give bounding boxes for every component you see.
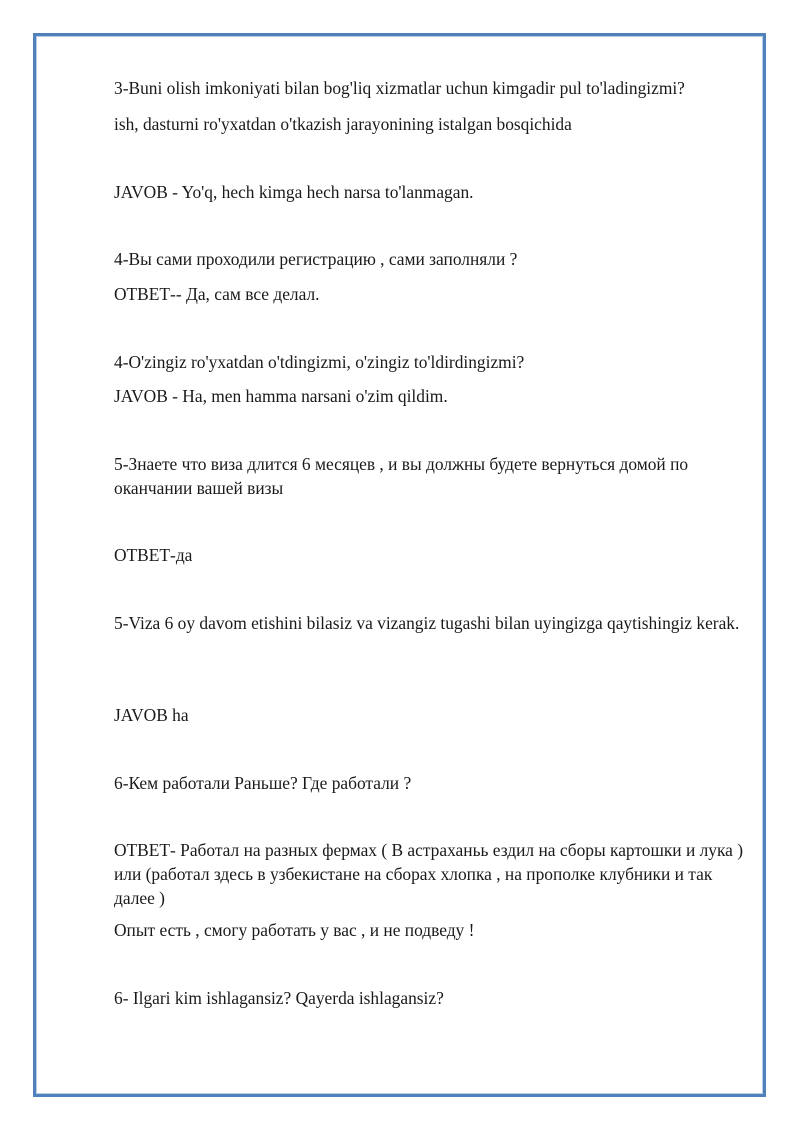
- question-4-uz: 4-O'zingiz ro'yxatdan o'tdingizmi, o'zingiz to'ldirdingizmi?: [114, 352, 525, 372]
- answer-6-ru-extra: Опыт есть , смогу работать у вас , и не подведу !: [114, 920, 475, 940]
- answer-4-uz: JAVOB - Ha, men hamma narsani o'zim qildim.: [114, 386, 448, 406]
- answer-6-ru: ОТВЕТ- Работал на разных фермах ( В астраханьь ездил на сборы картошки и лука ) или (работал здесь в узбекистане на сборах хлопка , на прополке клубники и так далее ): [114, 840, 744, 908]
- answer-4-ru: ОТВЕТ-- Да, сам все делал.: [114, 284, 320, 304]
- question-3-uz-continuation: ish, dasturni ro'yxatdan o'tkazish jarayonining istalgan bosqichida: [114, 114, 572, 134]
- answer-5-ru: ОТВЕТ-да: [114, 545, 193, 565]
- question-4-ru: 4-Вы сами проходили регистрацию , сами заполняли ?: [114, 249, 518, 269]
- question-5-uz: 5-Viza 6 oy davom etishini bilasiz va vizangiz tugashi bilan uyingizga qaytishingiz kerak.: [114, 613, 740, 633]
- answer-3-uz: JAVOB - Yo'q, hech kimga hech narsa to'lanmagan.: [114, 182, 474, 202]
- answer-5-uz: JAVOB ha: [114, 705, 189, 725]
- question-3-uz: 3-Buni olish imkoniyati bilan bog'liq xizmatlar uchun kimgadir pul to'ladingizmi?: [114, 78, 685, 98]
- question-5-ru: 5-Знаете что виза длится 6 месяцев , и вы должны будете вернуться домой по оканчании вашей визы: [114, 454, 689, 498]
- question-6-ru: 6-Кем работали Раньше? Где работали ?: [114, 773, 412, 793]
- question-6-uz: 6- Ilgari kim ishlagansiz? Qayerda ishlagansiz?: [114, 988, 444, 1008]
